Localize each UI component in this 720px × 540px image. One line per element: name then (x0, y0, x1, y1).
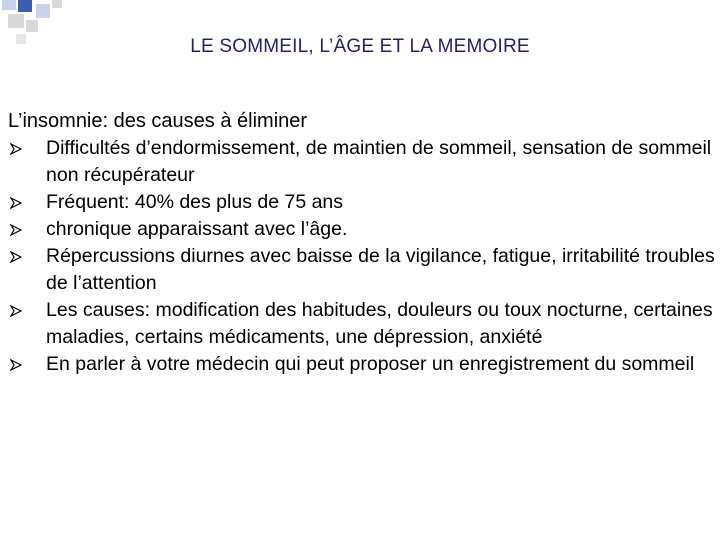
list-item (8, 297, 720, 351)
bullet-text: Difficultés d’endormissement, de maintien de sommeil, sensation de sommeil non récupérateur (46, 137, 712, 186)
bullet-text: En parler à votre médecin qui peut proposer un enregistrement du sommeil (46, 353, 695, 375)
bullet-text: Fréquent: 40% des plus de 75 ans (46, 191, 344, 213)
bullet-text: Répercussions diurnes avec baisse de la vigilance, fatigue, irritabilité troubles de l’attention (46, 245, 715, 294)
list-item (8, 135, 720, 189)
arrowhead-bullet-icon (10, 216, 24, 243)
bullet-text: chronique apparaissant avec l’âge. (46, 218, 348, 240)
arrowhead-bullet-icon (10, 297, 24, 324)
list-item (8, 216, 720, 243)
slide-content (8, 108, 720, 378)
section-heading: L’insomnie: des causes à éliminer (8, 110, 308, 132)
arrowhead-bullet-icon (10, 351, 24, 378)
bullet-text: Les causes: modification des habitudes, douleurs ou toux nocturne, certaines maladies, certains médicaments, une dépression, anxiété (46, 299, 713, 348)
slide-title: LE SOMMEIL, L’ÂGE ET LA MEMOIRE (190, 36, 530, 57)
bullet-list (8, 135, 720, 378)
arrowhead-bullet-icon (10, 135, 24, 162)
arrowhead-bullet-icon (10, 243, 24, 270)
list-item (8, 351, 720, 378)
arrowhead-bullet-icon (10, 189, 24, 216)
list-item (8, 189, 720, 216)
list-item (8, 243, 720, 297)
